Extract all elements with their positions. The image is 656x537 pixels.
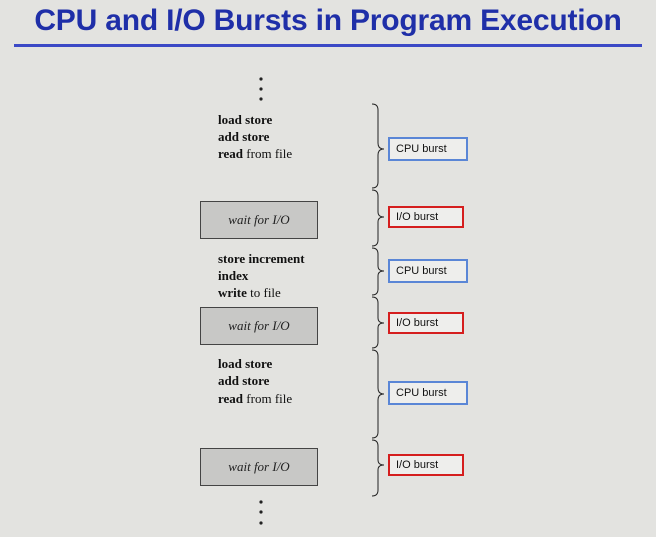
brace-io-3: [372, 440, 384, 496]
code-line: read from file: [218, 146, 293, 161]
code-line: add store: [218, 129, 270, 144]
code-line: store increment: [218, 251, 305, 266]
brace-io-1: [372, 190, 384, 246]
io-burst-label: I/O burst: [388, 206, 464, 228]
brace-cpu-1: [372, 104, 384, 188]
page-title: CPU and I/O Bursts in Program Execution: [34, 4, 622, 37]
code-line: load store: [218, 356, 273, 371]
wait-for-io-box: wait for I/O: [200, 201, 318, 239]
wait-for-io-box: wait for I/O: [200, 448, 318, 486]
brace-cpu-2: [372, 248, 384, 295]
code-line: add store: [218, 373, 270, 388]
io-burst-label: I/O burst: [388, 454, 464, 476]
code-line: index: [218, 268, 249, 283]
cpu-burst-label: CPU burst: [388, 259, 468, 283]
code-line: load store: [218, 112, 273, 127]
code-line: write to file: [218, 285, 281, 300]
brace-io-2: [372, 297, 384, 348]
ellipsis-bottom: [259, 500, 262, 524]
code-line: read from file: [218, 391, 293, 406]
io-burst-label: I/O burst: [388, 312, 464, 334]
cpu-burst-label: CPU burst: [388, 137, 468, 161]
cpu-burst-label: CPU burst: [388, 381, 468, 405]
brace-cpu-3: [372, 350, 384, 438]
ellipsis-top: [259, 77, 262, 100]
wait-for-io-box: wait for I/O: [200, 307, 318, 345]
